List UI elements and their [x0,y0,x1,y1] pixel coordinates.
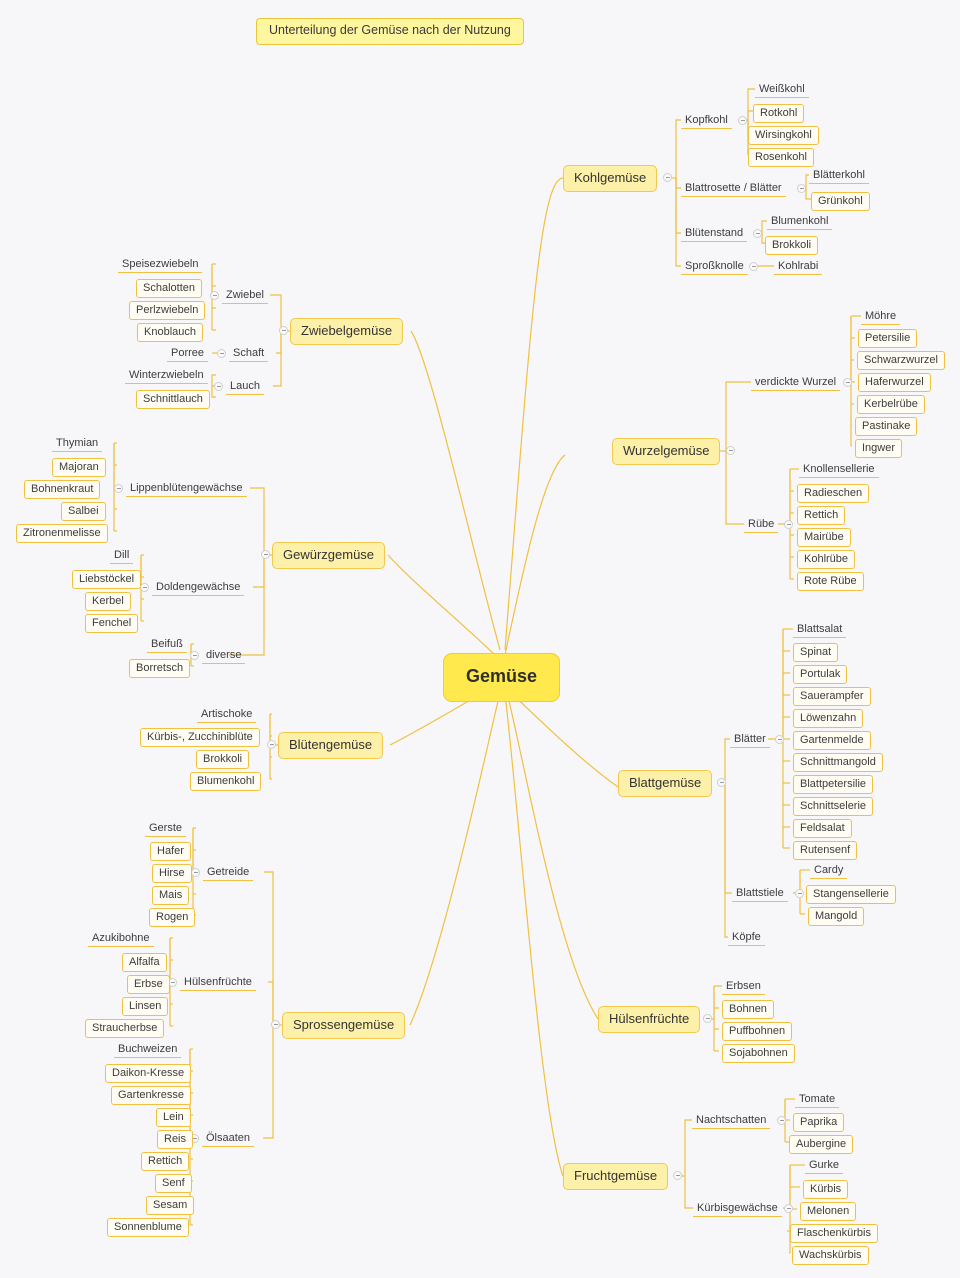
node-wirsingkohl: Wirsingkohl [748,126,819,145]
collapse-handle-kohlgemuese[interactable] [663,173,672,182]
collapse-handle-sprossknolle[interactable] [749,262,758,271]
node-tomate: Tomate [795,1092,839,1108]
node-aubergine: Aubergine [789,1135,853,1154]
node-doldengewaechse[interactable]: Doldengewächse [152,580,244,596]
node-kopfkohl[interactable]: Kopfkohl [681,113,732,129]
node-knoblauch: Knoblauch [137,323,203,342]
node-feldsalat: Feldsalat [793,819,852,838]
collapse-handle-blattstiele[interactable] [795,889,804,898]
node-hirse: Hirse [152,864,192,883]
node-bohnen: Bohnen [722,1000,774,1019]
node-zitronenmelisse: Zitronenmelisse [16,524,108,543]
node-petersilie: Petersilie [858,329,917,348]
node-haferwurzel: Haferwurzel [858,373,931,392]
collapse-handle-kopfkohl[interactable] [738,116,747,125]
node-rutensenf: Rutensenf [793,841,857,860]
node-gruenkohl: Grünkohl [811,192,870,211]
collapse-handle-lauch[interactable] [214,382,223,391]
node-perlzwiebeln: Perlzwiebeln [129,301,205,320]
node-azukibohne: Azukibohne [88,931,154,947]
collapse-handle-sprossengemuese[interactable] [271,1020,280,1029]
node-loewenzahn: Löwenzahn [793,709,863,728]
node-sojabohnen: Sojabohnen [722,1044,795,1063]
node-pastinake: Pastinake [855,417,917,436]
node-schnittmangold: Schnittmangold [793,753,883,772]
root-node-gemuese[interactable]: Gemüse [443,653,560,702]
collapse-handle-gewuerzgemuese[interactable] [261,550,270,559]
node-lauch[interactable]: Lauch [226,379,264,395]
node-kuerbis-zucchinibluete: Kürbis-, Zucchiniblüte [140,728,260,747]
collapse-handle-lippenbluetengewaechse[interactable] [114,484,123,493]
node-schaft[interactable]: Schaft [229,346,268,362]
branch-sprossengemuese[interactable]: Sprossengemüse [282,1012,405,1039]
node-erbse: Erbse [127,975,170,994]
node-porree: Porree [167,346,208,362]
node-kohlruebe: Kohlrübe [797,550,855,569]
node-melonen: Melonen [800,1202,856,1221]
node-oelsaaten[interactable]: Ölsaaten [202,1131,254,1147]
node-blaetterkohl: Blätterkohl [809,168,869,184]
branch-gewuerzgemuese[interactable]: Gewürzgemüse [272,542,385,569]
collapse-handle-nachtschatten[interactable] [777,1116,786,1125]
node-schalotten: Schalotten [136,279,202,298]
node-moehre: Möhre [861,309,900,325]
node-mangold: Mangold [808,907,864,926]
node-diverse[interactable]: diverse [202,648,245,664]
node-blumenkohl-kohl: Blumenkohl [767,214,832,230]
collapse-handle-getreide[interactable] [191,868,200,877]
branch-wurzelgemuese[interactable]: Wurzelgemüse [612,438,720,465]
node-rogen: Rogen [149,908,195,927]
node-weisskohl: Weißkohl [755,82,809,98]
node-huelsenfruechte-sprossen[interactable]: Hülsenfrüchte [180,975,256,991]
node-senf: Senf [155,1174,192,1193]
node-schnittselerie: Schnittselerie [793,797,873,816]
node-thymian: Thymian [52,436,102,452]
node-knollensellerie: Knollensellerie [799,462,879,478]
node-liebstoeckel: Liebstöckel [72,570,141,589]
node-paprika: Paprika [793,1113,844,1132]
collapse-handle-diverse[interactable] [190,651,199,660]
node-daikon-kresse: Daikon-Kresse [105,1064,191,1083]
collapse-handle-fruchtgemuese[interactable] [673,1171,682,1180]
branch-bluetengemuese[interactable]: Blütengemüse [278,732,383,759]
node-lippenbluetengewaechse[interactable]: Lippenblütengewächse [126,481,247,497]
node-puffbohnen: Puffbohnen [722,1022,792,1041]
node-reis: Reis [157,1130,193,1149]
node-salbei: Salbei [61,502,106,521]
node-sonnenblume: Sonnenblume [107,1218,189,1237]
collapse-handle-blattrosette[interactable] [797,184,806,193]
collapse-handle-ruebe[interactable] [784,520,793,529]
node-schnittlauch: Schnittlauch [136,390,210,409]
collapse-handle-kuerbisgewaechse[interactable] [784,1204,793,1213]
branch-fruchtgemuese[interactable]: Fruchtgemüse [563,1163,668,1190]
collapse-handle-schaft[interactable] [217,349,226,358]
collapse-handle-zwiebel[interactable] [210,291,219,300]
node-spinat: Spinat [793,643,838,662]
collapse-handle-zwiebelgemuese[interactable] [279,326,288,335]
node-buchweizen: Buchweizen [114,1042,181,1058]
node-dill: Dill [110,548,133,564]
node-ruebe[interactable]: Rübe [744,517,778,533]
node-blattsalat: Blattsalat [793,622,846,638]
collapse-handle-doldengewaechse[interactable] [140,583,149,592]
node-alfalfa: Alfalfa [122,953,167,972]
node-sesam: Sesam [146,1196,194,1215]
branch-zwiebelgemuese[interactable]: Zwiebelgemüse [290,318,403,345]
page-title: Unterteilung der Gemüse nach der Nutzung [256,18,524,45]
node-winterzwiebeln: Winterzwiebeln [125,368,208,384]
node-stangensellerie: Stangensellerie [806,885,896,904]
node-koepfe: Köpfe [728,930,765,946]
node-beifuss: Beifuß [147,637,187,653]
node-wachskuerbis: Wachskürbis [792,1246,869,1265]
node-ingwer: Ingwer [855,439,902,458]
node-blumenkohl-bluete: Blumenkohl [190,772,261,791]
node-gerste: Gerste [145,821,186,837]
node-mairuebe: Mairübe [797,528,851,547]
node-blattpetersilie: Blattpetersilie [793,775,873,794]
node-brokkoli-kohl: Brokkoli [765,236,818,255]
node-mais: Mais [152,886,189,905]
node-sauerampfer: Sauerampfer [793,687,871,706]
node-linsen: Linsen [122,997,168,1016]
node-fenchel: Fenchel [85,614,138,633]
node-rotkohl: Rotkohl [753,104,804,123]
node-kohlrabi: Kohlrabi [774,259,822,275]
node-bohnenkraut: Bohnenkraut [24,480,100,499]
node-radieschen: Radieschen [797,484,869,503]
node-cardy: Cardy [810,863,847,879]
node-sprossknolle[interactable]: Sproßknolle [681,259,748,275]
collapse-handle-bluetengemuese[interactable] [267,740,276,749]
node-hafer: Hafer [150,842,191,861]
node-kuerbis: Kürbis [803,1180,848,1199]
collapse-handle-blaetter[interactable] [775,735,784,744]
node-straucherbse: Straucherbse [85,1019,164,1038]
collapse-handle-bluetenstand[interactable] [753,229,762,238]
node-getreide[interactable]: Getreide [203,865,253,881]
branch-huelsenfruechte[interactable]: Hülsenfrüchte [598,1006,700,1033]
node-rettich-wurzel: Rettich [797,506,845,525]
node-portulak: Portulak [793,665,847,684]
collapse-handle-wurzelgemuese[interactable] [726,446,735,455]
node-brokkoli-bluete: Brokkoli [196,750,249,769]
node-flaschenkuerbis: Flaschenkürbis [790,1224,878,1243]
node-artischoke: Artischoke [197,707,256,723]
node-lein: Lein [156,1108,191,1127]
node-schwarzwurzel: Schwarzwurzel [857,351,945,370]
node-gartenmelde: Gartenmelde [793,731,871,750]
node-rettich-sprossen: Rettich [141,1152,189,1171]
node-erbsen: Erbsen [722,979,765,995]
node-verdickte-wurzel[interactable]: verdickte Wurzel [751,375,840,391]
node-kerbel: Kerbel [85,592,131,611]
node-majoran: Majoran [52,458,106,477]
node-zwiebel[interactable]: Zwiebel [222,288,268,304]
node-kuerbisgewaechse[interactable]: Kürbisgewächse [693,1201,782,1217]
branch-blattgemuese[interactable]: Blattgemüse [618,770,712,797]
node-rote-ruebe: Rote Rübe [797,572,864,591]
node-gurke: Gurke [805,1158,843,1174]
node-speisezwiebeln: Speisezwiebeln [118,257,202,273]
node-blattrosette-blaetter[interactable]: Blattrosette / Blätter [681,181,786,197]
branch-kohlgemuese[interactable]: Kohlgemüse [563,165,657,192]
node-gartenkresse: Gartenkresse [111,1086,191,1105]
node-blattstiele[interactable]: Blattstiele [732,886,788,902]
node-bluetenstand[interactable]: Blütenstand [681,226,747,242]
node-blaetter[interactable]: Blätter [730,732,770,748]
node-borretsch: Borretsch [129,659,190,678]
node-nachtschatten[interactable]: Nachtschatten [692,1113,770,1129]
collapse-handle-blattgemuese[interactable] [717,778,726,787]
node-rosenkohl: Rosenkohl [748,148,814,167]
node-kerbelruebe: Kerbelrübe [857,395,925,414]
collapse-handle-verdickte-wurzel[interactable] [843,378,852,387]
collapse-handle-huelsenfruechte[interactable] [703,1014,712,1023]
